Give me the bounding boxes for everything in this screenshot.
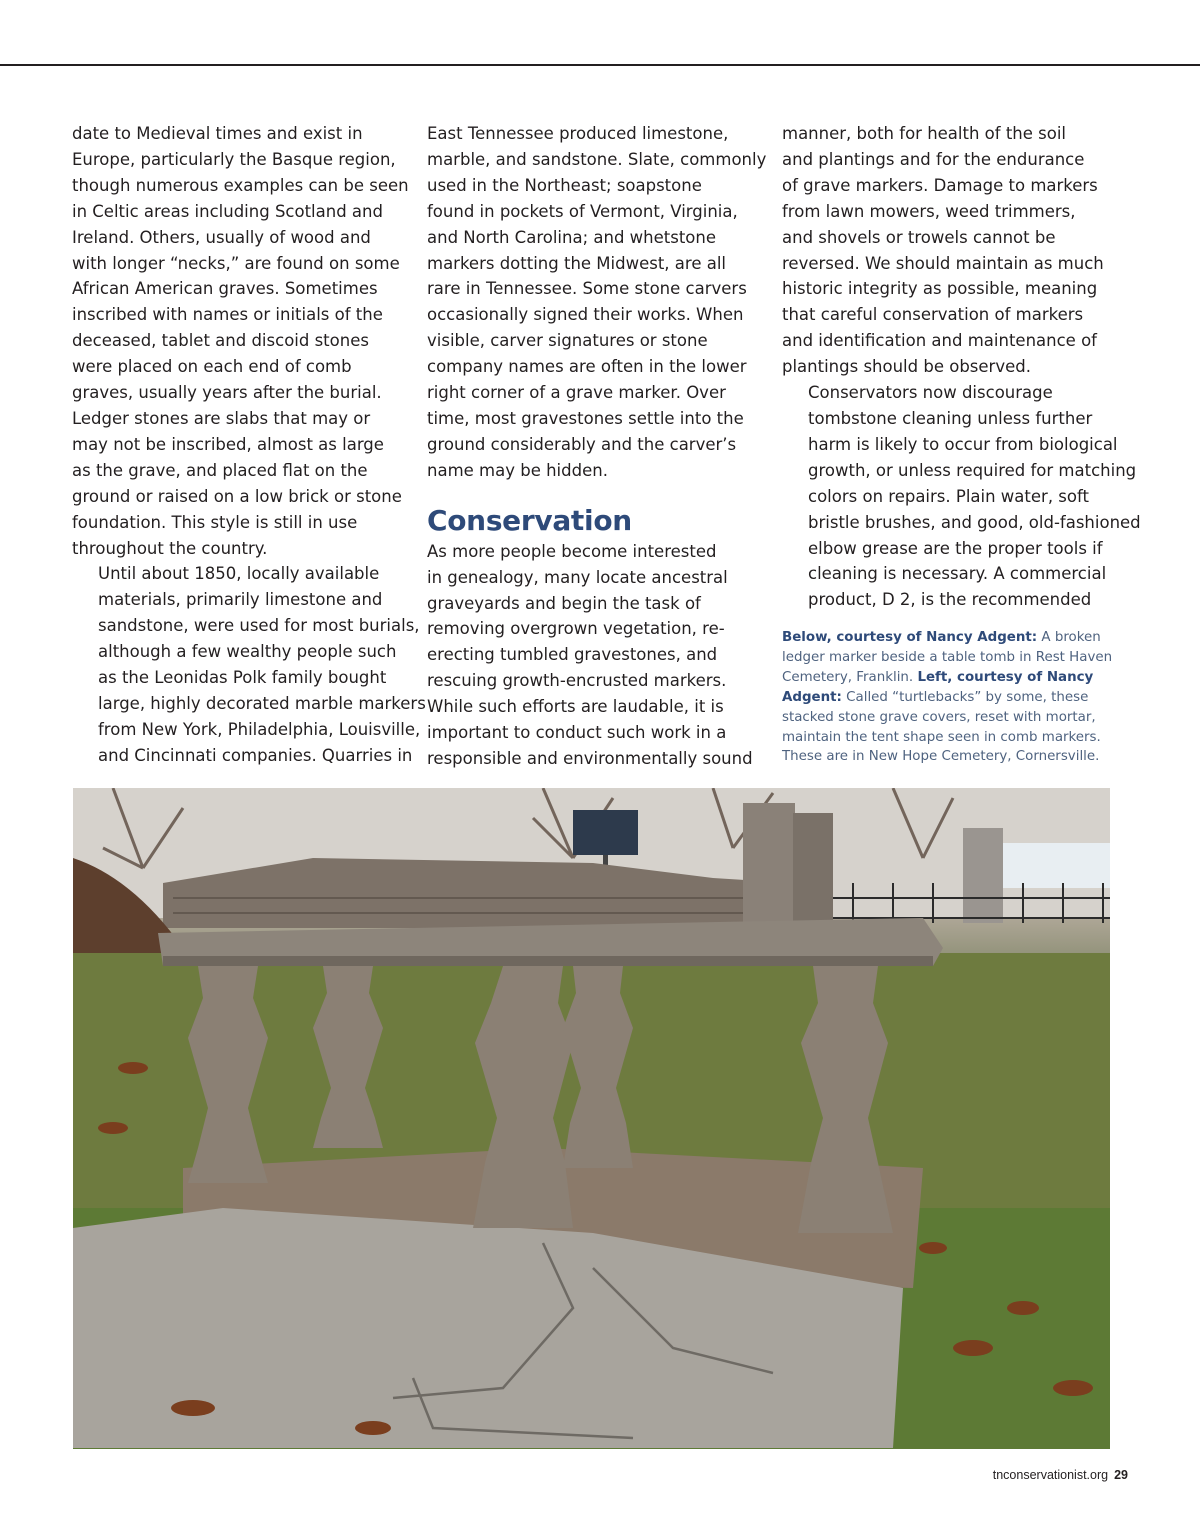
text-line: markers dotting the Midwest, are all — [427, 253, 727, 273]
text-line: date to Medieval times and exist in — [72, 124, 363, 143]
text-line: from lawn mowers, weed trimmers, — [782, 201, 1076, 221]
text-line: historic integrity as possible, meaning — [782, 279, 1098, 299]
caption-text-below: A broken ledger marker beside a table tomb in Rest Haven Cemetery, Franklin. — [782, 630, 1113, 685]
column-1-paragraph-2 — [72, 561, 426, 768]
text-line: harm is likely to occur from biological — [808, 434, 1118, 454]
text-line: removing overgrown vegetation, re- — [427, 619, 725, 639]
text-line: deceased, tablet and discoid stones — [72, 331, 369, 351]
column-2-paragraph-1 — [427, 121, 767, 484]
text-line: growth, or unless required for matching — [808, 460, 1137, 480]
section-heading: Conservation — [427, 503, 632, 537]
text-line: As more people become interested — [427, 541, 717, 561]
text-line: may not be inscribed, almost as large — [72, 434, 384, 454]
text-line: Conservators now discourage — [808, 383, 1053, 403]
text-line: of grave markers. Damage to markers — [782, 175, 1098, 195]
text-line: with longer “necks,” are found on some — [72, 253, 400, 273]
page-number: 29 — [1114, 1468, 1128, 1482]
top-rule — [0, 64, 1200, 66]
caption-credit-below: Below, courtesy of Nancy Adgent: — [782, 630, 1038, 645]
column-2 — [427, 121, 767, 772]
text-line: responsible and environmentally sound — [427, 748, 753, 768]
text-line: as the grave, and placed flat on the — [72, 460, 368, 480]
text-line: important to conduct such work in a — [427, 723, 727, 743]
text-line: name may be hidden. — [427, 460, 608, 480]
text-line: elbow grease are the proper tools if — [808, 538, 1103, 558]
page-footer — [993, 1468, 1128, 1482]
text-line: tombstone cleaning unless further — [808, 408, 1093, 428]
text-line: occasionally signed their works. When — [427, 305, 744, 325]
text-line: that careful conservation of markers — [782, 305, 1084, 325]
text-line: While such efforts are laudable, it is — [427, 697, 724, 717]
text-line: marble, and sandstone. Slate, commonly — [427, 149, 767, 169]
text-line: though numerous examples can be seen — [72, 175, 409, 195]
text-line: ground considerably and the carver’s — [427, 434, 737, 454]
text-line: throughout the country. — [72, 538, 268, 558]
text-line: as the Leonidas Polk family bought — [98, 668, 387, 688]
text-line: were placed on each end of comb — [72, 357, 352, 377]
text-line: right corner of a grave marker. Over — [427, 383, 726, 403]
text-line: graveyards and begin the task of — [427, 593, 701, 613]
text-line: inscribed with names or initials of the — [72, 305, 383, 325]
text-line: Ireland. Others, usually of wood and — [72, 227, 371, 247]
text-line: used in the Northeast; soapstone — [427, 175, 702, 195]
column-1-paragraph-1 — [72, 121, 412, 561]
text-line: and Cincinnati companies. Quarries in — [98, 745, 413, 765]
text-line: sandstone, were used for most burials, — [98, 616, 420, 636]
text-line: from New York, Philadelphia, Louisville, — [98, 719, 421, 739]
photo-caption — [782, 628, 1122, 767]
text-line: graves, usually years after the burial. — [72, 383, 382, 403]
text-line: cleaning is necessary. A commercial — [808, 564, 1107, 584]
text-line: East Tennessee produced limestone, — [427, 124, 729, 143]
text-line: plantings should be observed. — [782, 357, 1031, 377]
text-line: bristle brushes, and good, old-fashioned — [808, 512, 1141, 532]
text-line: materials, primarily limestone and — [98, 590, 383, 610]
text-line: in genealogy, many locate ancestral — [427, 567, 728, 587]
text-line: ground or raised on a low brick or stone — [72, 486, 402, 506]
text-line: manner, both for health of the soil — [782, 124, 1067, 143]
column-3-paragraph-1 — [782, 121, 1122, 380]
column-3 — [782, 121, 1141, 613]
footer-website: tnconservationist.org — [992, 1468, 1109, 1482]
text-line: foundation. This style is still in use — [72, 512, 358, 532]
text-line: company names are often in the lower — [427, 357, 747, 377]
text-line: Until about 1850, locally available — [98, 564, 380, 584]
caption-text-left: Called “turtlebacks” by some, these stacked stone grave covers, reset with mortar, maintain the tent shape seen in comb markers. These are in New Hope Cemetery, Cornersville. — [782, 689, 1101, 765]
caption-credit-left: Left, courtesy of Nancy Adgent: — [782, 669, 1094, 705]
text-line: and shovels or trowels cannot be — [782, 227, 1056, 247]
text-line: in Celtic areas including Scotland and — [72, 201, 383, 221]
text-line: and identification and maintenance of — [782, 331, 1097, 351]
text-line: product, D 2, is the recommended — [808, 590, 1092, 610]
text-line: Europe, particularly the Basque region, — [72, 149, 396, 169]
column-1 — [72, 121, 426, 769]
text-line: erecting tumbled gravestones, and — [427, 645, 718, 665]
text-line: found in pockets of Vermont, Virginia, — [427, 201, 738, 221]
text-line: visible, carver signatures or stone — [427, 331, 708, 351]
text-line: rescuing growth-encrusted markers. — [427, 671, 727, 691]
text-line: rare in Tennessee. Some stone carvers — [427, 279, 747, 299]
text-line: African American graves. Sometimes — [72, 279, 378, 299]
text-line: although a few wealthy people such — [98, 642, 397, 662]
text-line: reversed. We should maintain as much — [782, 253, 1104, 273]
text-line: and North Carolina; and whetstone — [427, 227, 716, 247]
table-tomb-photo — [73, 788, 1110, 1449]
table-tomb-illustration — [73, 788, 1110, 1449]
column-2-paragraph-2 — [427, 539, 767, 772]
text-line: and plantings and for the endurance — [782, 149, 1085, 169]
text-line: Ledger stones are slabs that may or — [72, 408, 371, 428]
text-line: time, most gravestones settle into the — [427, 408, 744, 428]
text-line: large, highly decorated marble markers — [98, 693, 426, 713]
column-3-paragraph-2 — [782, 380, 1141, 613]
text-line: colors on repairs. Plain water, soft — [808, 486, 1089, 506]
